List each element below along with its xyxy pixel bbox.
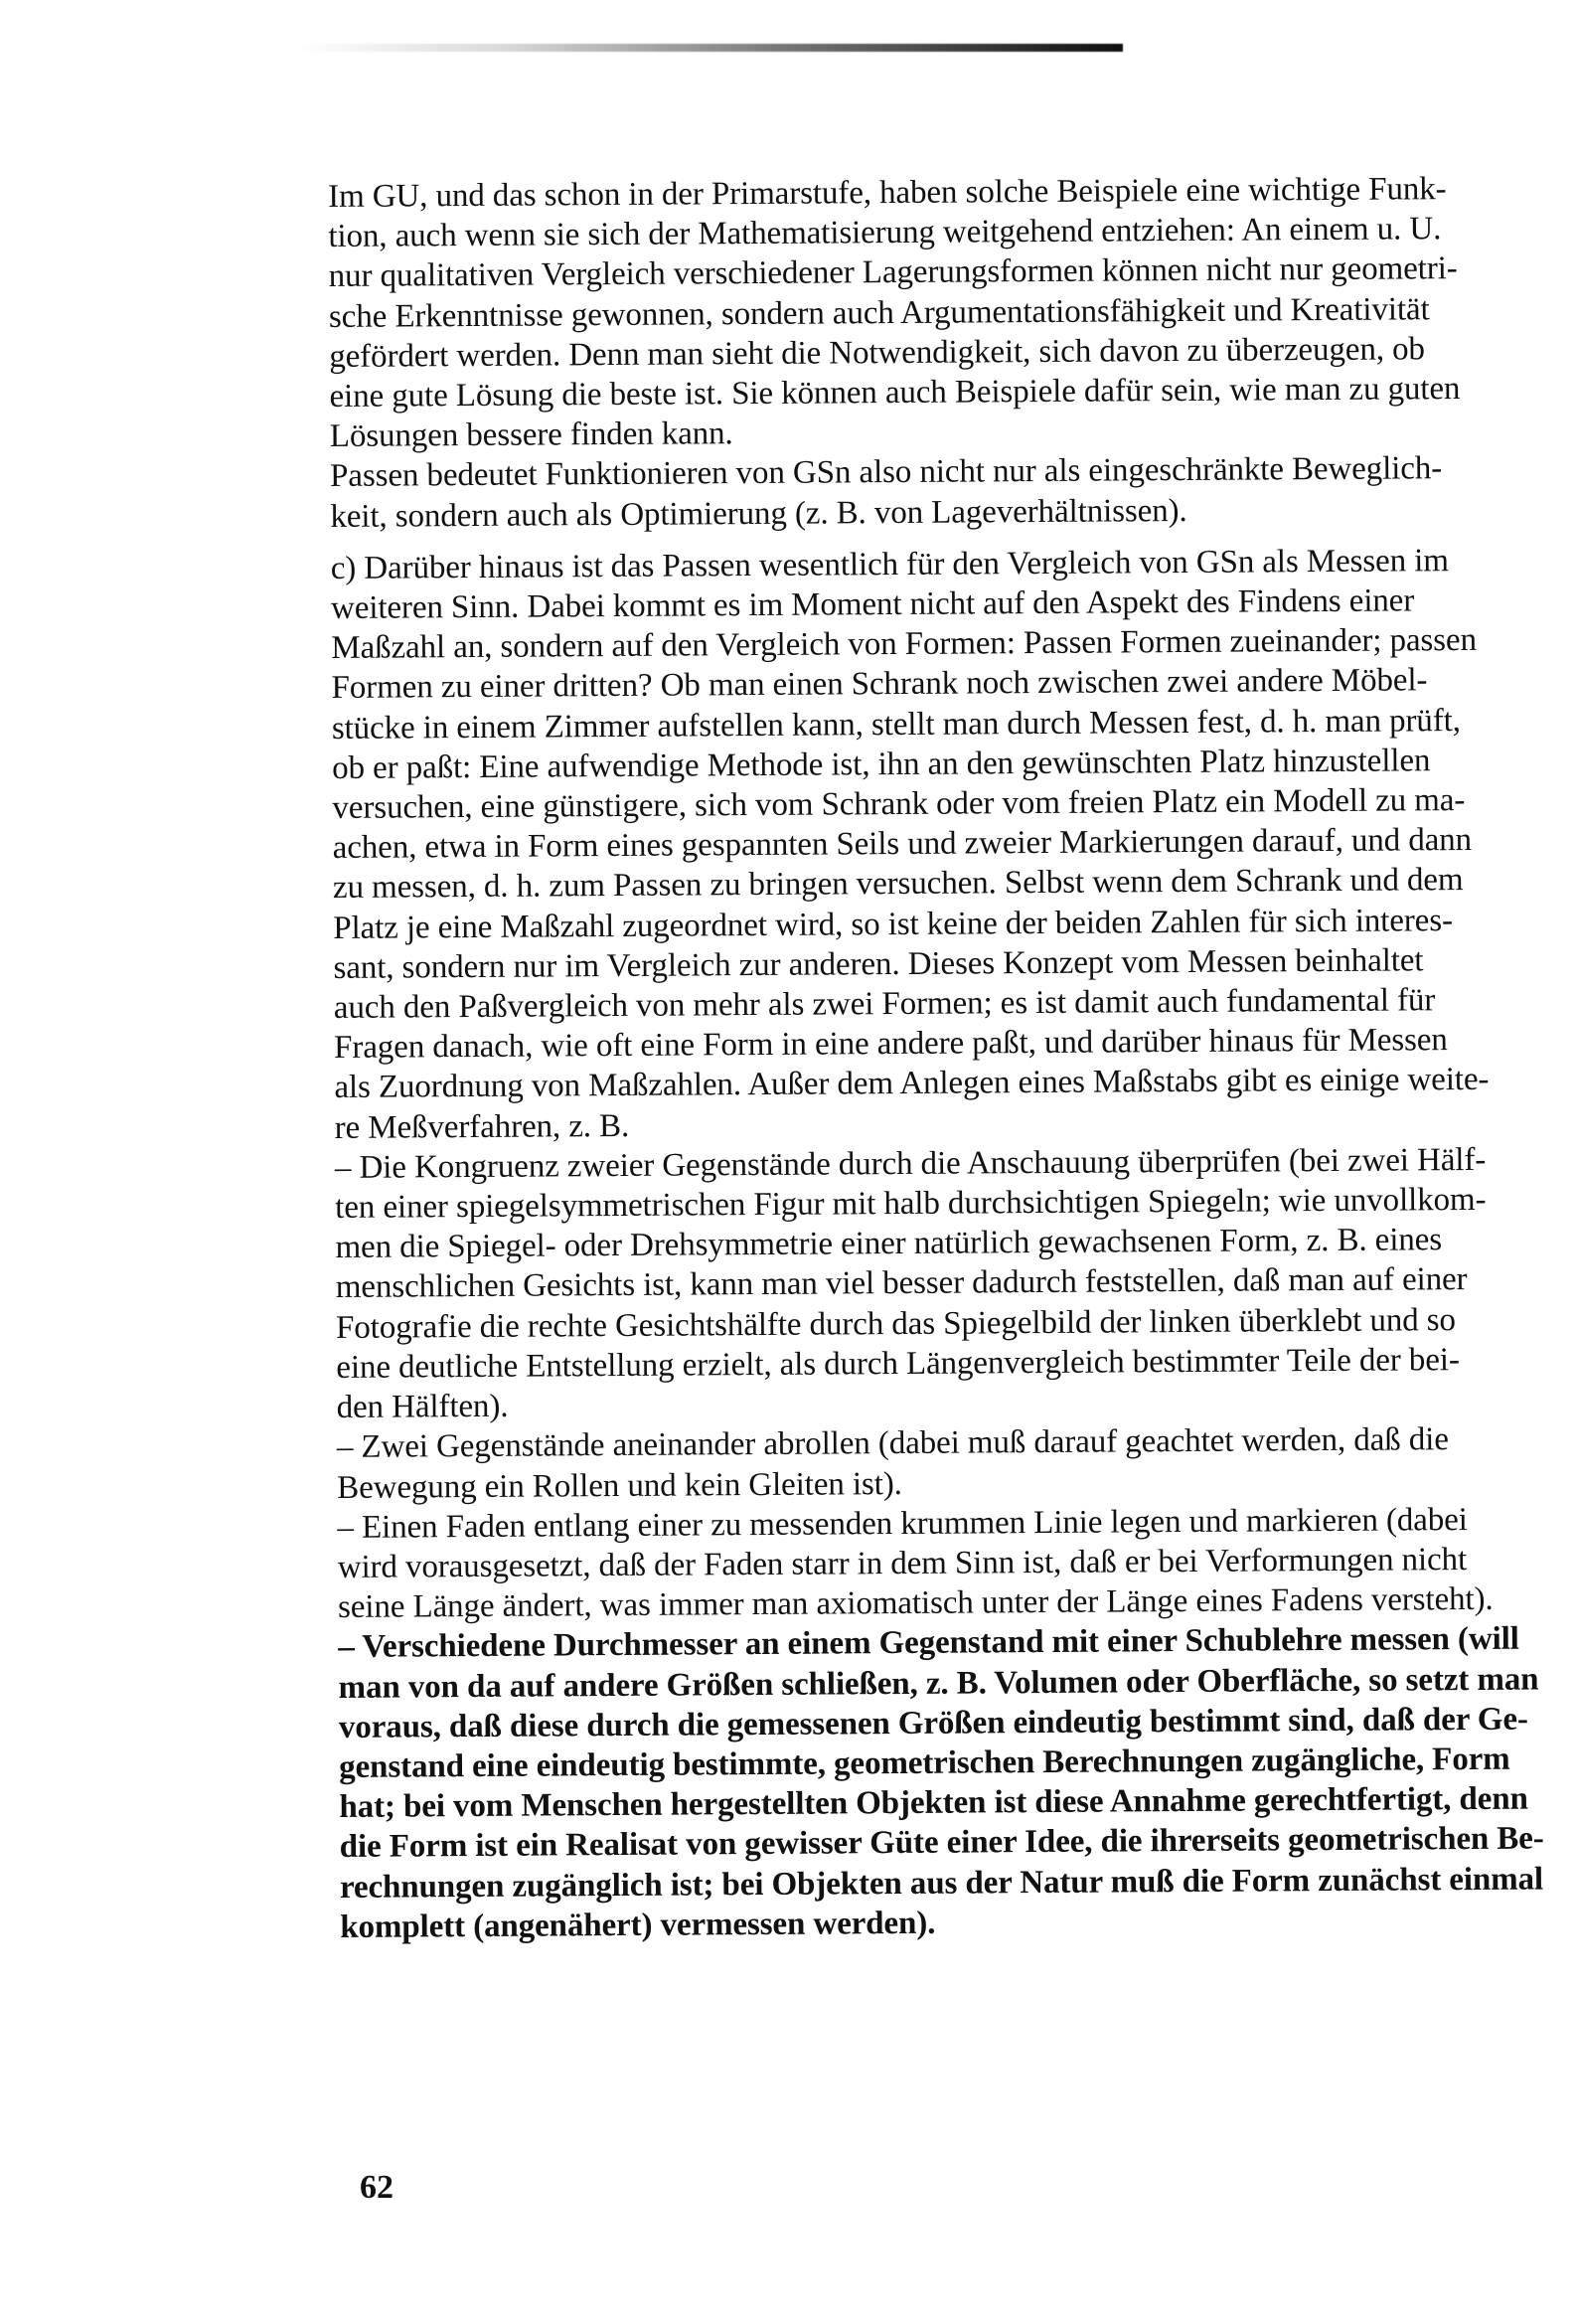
text-line: c) Darüber hinaus ist das Passen wesentlich für den Vergleich von GSn als Messen im: [330, 542, 1449, 586]
text-line: Bewegung ein Rollen und kein Gleiten ist).: [337, 1465, 902, 1506]
text-line: Fragen danach, wie oft eine Form in eine andere paßt, und darüber hinaus für Messen: [333, 1022, 1448, 1067]
text-line: re Meßverfahren, z. B.: [334, 1107, 630, 1146]
text-line: eine deutliche Entstellung erzielt, als durch Längenvergleich bestimmter Teile der bei-: [336, 1341, 1460, 1386]
text-line: Im GU, und das schon in der Primarstufe, haben solche Beispiele eine wichtige Funk-: [328, 171, 1447, 215]
text-line: hat; bei vom Menschen hergestellten Objekten ist diese Annahme gerechtfertigt, denn: [339, 1780, 1528, 1826]
text-line: keit, sondern auch als Optimierung (z. B. von Lageverhältnissen).: [330, 492, 1187, 535]
text-line: voraus, daß diese durch die gemessenen Größen eindeutig bestimmt sind, daß der Ge-: [338, 1701, 1528, 1745]
text-line: Lösungen bessere finden kann.: [329, 415, 733, 455]
text-line: – Zwei Gegenstände aneinander abrollen (dabei muß darauf geachtet werden, daß die: [336, 1421, 1449, 1466]
page-body: [328, 168, 1567, 1947]
text-line: eine gute Lösung die beste ist. Sie können auch Beispiele dafür sein, wie man zu guten: [329, 371, 1461, 415]
text-line: komplett (angenähert) vermessen werden).: [340, 1905, 936, 1945]
text-line: gefördert werden. Denn man sieht die Notwendigkeit, sich davon zu überzeugen, ob: [329, 331, 1426, 375]
paragraph-p3: [331, 540, 1562, 1148]
paragraph-p5: [337, 1419, 1565, 1508]
scan-edge-shadow: [298, 44, 1123, 52]
text-line: – Die Kongruenz zweier Gegenstände durch die Anschauung überprüfen (bei zwei Hälf-: [334, 1141, 1487, 1186]
text-line: den Hälften).: [336, 1388, 509, 1426]
text-line: auch den Paßvergleich von mehr als zwei Formen; es ist damit auch fundamental für: [333, 982, 1436, 1027]
text-line: Passen bedeutet Funktionieren von GSn also nicht nur als eingeschränkte Beweglich-: [329, 450, 1443, 495]
text-line: menschlichen Gesichts ist, kann man viel besser dadurch feststellen, daß man auf einer: [335, 1261, 1468, 1306]
text-line: zu messen, d. h. zum Passen zu bringen versuchen. Selbst wenn dem Schrank und dem: [332, 862, 1464, 907]
text-line: nur qualitativen Vergleich verschiedener Lagerungsformen können nicht nur geometri-: [328, 250, 1458, 295]
text-line: – Verschiedene Durchmesser an einem Gegenstand mit einer Schublehre messen (will: [338, 1620, 1519, 1666]
text-line: rechnungen zugänglich ist; bei Objekten aus der Natur muß die Form zunächst einmal: [339, 1861, 1544, 1906]
text-line: Platz je eine Maßzahl zugeordnet wird, so ist keine der beiden Zahlen für sich interes-: [333, 902, 1454, 946]
text-line: die Form ist ein Realisat von gewisser Güte einer Idee, die ihrerseits geometrischen Be-: [339, 1820, 1544, 1866]
text-line: ob er paßt: Eine aufwendige Methode ist, ihn an den gewünschten Platz hinzustellen: [332, 743, 1431, 786]
text-line: weiteren Sinn. Dabei kommt es im Moment nicht auf den Aspekt des Findens einer: [330, 582, 1415, 627]
paragraph-p4: [335, 1139, 1564, 1427]
paragraph-p2: [330, 448, 1558, 537]
paragraph-p7: [338, 1619, 1567, 1947]
text-line: sche Erkenntnisse gewonnen, sondern auch Argumentationsfähigkeit und Kreativität: [328, 290, 1430, 335]
text-line: wird vorausgesetzt, daß der Faden starr in dem Sinn ist, daß er bei Verformungen nicht: [337, 1541, 1468, 1585]
text-line: ten einer spiegelsymmetrischen Figur mit halb durchsichtigen Spiegeln; wie unvollkom-: [335, 1181, 1487, 1227]
text-line: seine Länge ändert, was immer man axiomatisch unter der Länge eines Fadens versteht).: [337, 1580, 1494, 1626]
text-line: versuchen, eine günstigere, sich vom Schrank oder vom freien Platz ein Modell zu ma-: [332, 782, 1466, 827]
text-line: tion, auch wenn sie sich der Mathematisierung weitgehend entziehen: An einem u. U.: [328, 211, 1442, 255]
text-line: – Einen Faden entlang einer zu messenden krummen Linie legen und markieren (dabei: [337, 1501, 1468, 1546]
text-line: men die Spiegel- oder Drehsymmetrie einer natürlich gewachsenen Form, z. B. eines: [335, 1222, 1443, 1266]
text-line: Maßzahl an, sondern auf den Vergleich von Formen: Passen Formen zueinander; passen: [331, 622, 1478, 667]
text-line: sant, sondern nur im Vergleich zur anderen. Dieses Konzept vom Messen beinhaltet: [333, 942, 1424, 986]
text-line: als Zuordnung von Maßzahlen. Außer dem Anlegen eines Maßstabs gibt es einige weite-: [334, 1062, 1490, 1106]
paragraph-p1: [328, 168, 1557, 456]
page-number: 62: [360, 2169, 394, 2206]
paragraph-p6: [337, 1499, 1565, 1627]
text-line: man von da auf andere Größen schließen, z. B. Volumen oder Oberfläche, so setzt man: [338, 1661, 1539, 1706]
text-line: Formen zu einer dritten? Ob man einen Schrank noch zwischen zwei andere Möbel-: [331, 662, 1428, 707]
text-line: achen, etwa in Form eines gespannten Seils und zweier Markierungen darauf, und dann: [332, 822, 1473, 867]
text-line: genstand eine eindeutig bestimmte, geometrischen Berechnungen zugängliche, Form: [339, 1741, 1510, 1785]
text-line: stücke in einem Zimmer aufstellen kann, stellt man durch Messen fest, d. h. man prüft,: [331, 702, 1462, 747]
text-line: Fotografie die rechte Gesichtshälfte durch das Spiegelbild der linken überklebt und so: [335, 1301, 1457, 1346]
